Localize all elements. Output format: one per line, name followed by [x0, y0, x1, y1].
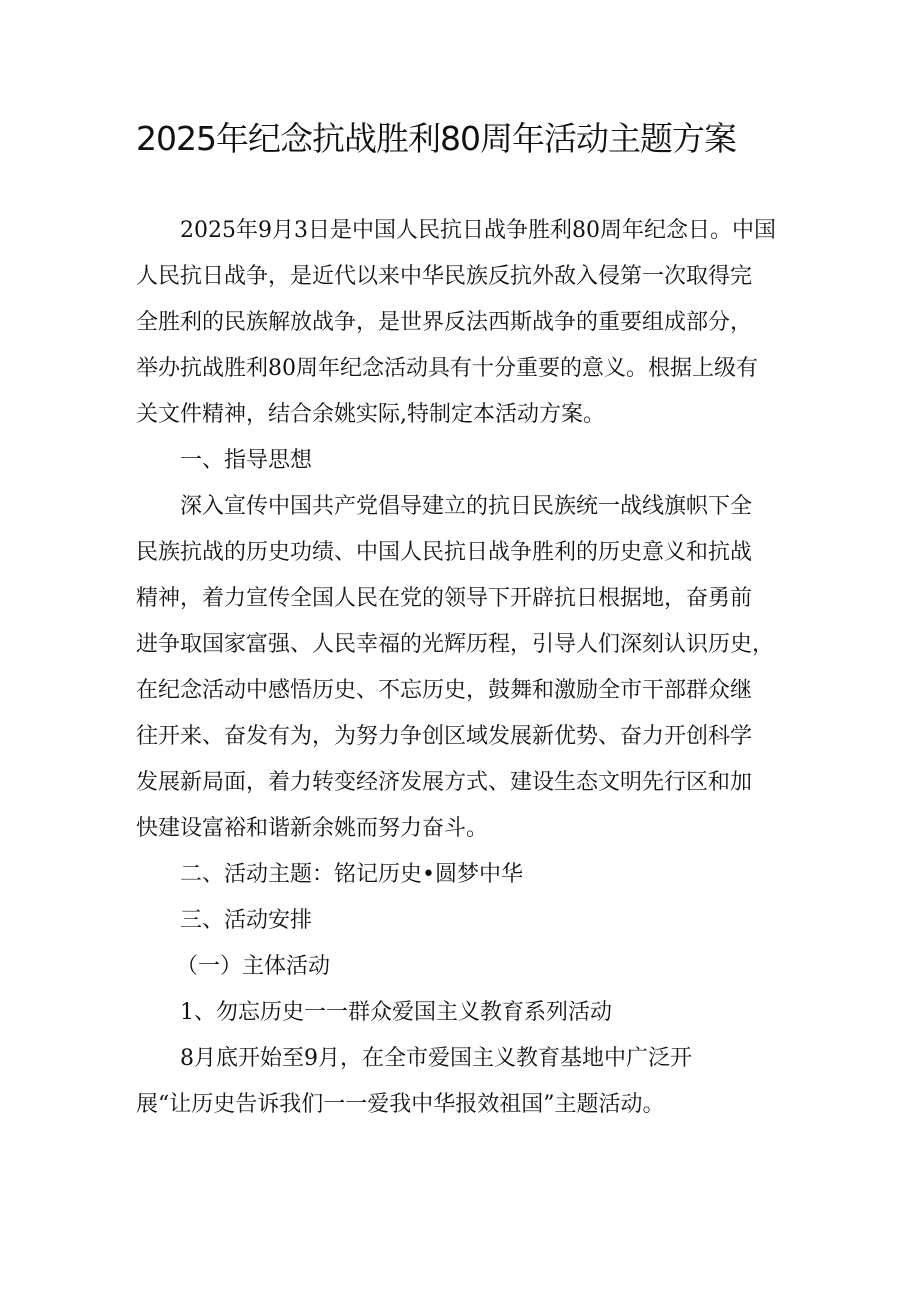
paragraph-guiding-line-3: 精神，着力宣传全国人民在党的领导下开辟抗日根据地，奋勇前 [136, 586, 753, 611]
paragraph-guiding-line-1: 深入宣传中国共产党倡导建立的抗日民族统一战线旗帜下全 [180, 494, 753, 519]
paragraph-intro-line-5: 关文件精神，结合余姚实际,特制定本活动方案。 [136, 402, 605, 427]
section-heading-guiding-thought: 一、指导思想 [180, 448, 313, 473]
section-heading-activity-theme: 二、活动主题：铭记历史•圆梦中华 [180, 862, 523, 887]
paragraph-intro-line-4: 举办抗战胜利80周年纪念活动具有十分重要的意义。根据上级有 [136, 356, 758, 381]
paragraph-intro-line-3: 全胜利的民族解放战争，是世界反法西斯战争的重要组成部分， [136, 310, 753, 335]
paragraph-intro-line-1: 2025年9月3日是中国人民抗日战争胜利80周年纪念日。中国 [180, 218, 776, 243]
section-heading-activity-arrangement: 三、活动安排 [180, 908, 313, 933]
paragraph-guiding-line-5: 在纪念活动中感悟历史、不忘历史，鼓舞和激励全市干部群众继 [136, 678, 753, 703]
paragraph-guiding-line-8: 快建设富裕和谐新余姚而努力奋斗。 [136, 816, 489, 841]
document-body [136, 208, 796, 1128]
subsection-heading-main-activity: （一）主体活动 [176, 954, 331, 979]
paragraph-guiding-line-2: 民族抗战的历史功绩、中国人民抗日战争胜利的历史意义和抗战 [136, 540, 753, 565]
paragraph-guiding-line-7: 发展新局面，着力转变经济发展方式、建设生态文明先行区和加 [136, 770, 753, 795]
paragraph-activity-line-1: 8月底开始至9月，在全市爱国主义教育基地中广泛开 [180, 1046, 692, 1071]
paragraph-guiding-line-4: 进争取国家富强、人民幸福的光辉历程，引导人们深刻认识历史， [136, 632, 775, 657]
paragraph-activity-line-2: 展“让历史告诉我们一一爱我中华报效祖国”主题活动。 [136, 1092, 665, 1117]
document-title: 2025年纪念抗战胜利80周年活动主题方案 [136, 119, 736, 158]
paragraph-intro-line-2: 人民抗日战争，是近代以来中华民族反抗外敌入侵第一次取得完 [136, 264, 753, 289]
paragraph-guiding-line-6: 往开来、奋发有为，为努力争创区域发展新优势、奋力开创科学 [136, 724, 753, 749]
item-heading-remember-history: 1、勿忘历史一一群众爱国主义教育系列活动 [180, 1000, 612, 1025]
